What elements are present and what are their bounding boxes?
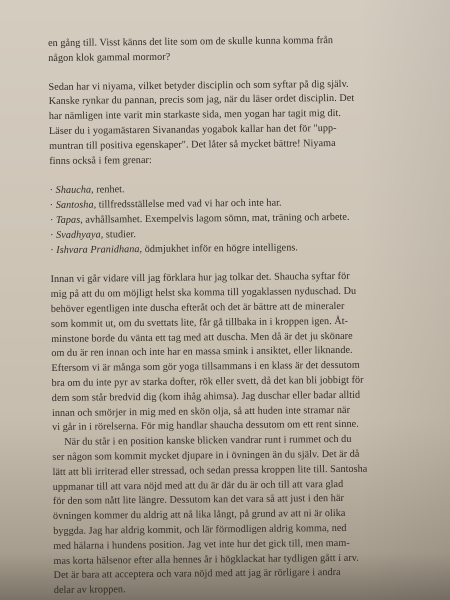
- text-line: lätt att bli irriterad eller stressad, och sedan pressa kroppen lite till. Santosha: [52, 463, 368, 478]
- text-line: någon klok gammal mormor?: [48, 51, 171, 64]
- text-line: minstone borde du vänta ett tag med att duscha. Men då är det ju skönare: [51, 330, 353, 345]
- list-desc: , studier.: [100, 228, 137, 241]
- text-line: uppmanar till att vara nöjd med att du är där du är och till att vara glad: [52, 478, 344, 493]
- text-line: Det är bara att acceptera och vara nöjd med att jag är rörligare i andra: [53, 567, 341, 582]
- list-term: Tapas: [55, 214, 81, 226]
- text-line: Innan vi går vidare vill jag förklara hur jag tolkar det. Shaucha syftar för: [50, 271, 350, 286]
- list-desc: , avhållsamhet. Exempelvis lagom sömn, mat, träning och arbete.: [80, 211, 350, 226]
- text-line: en gång till. Visst känns det lite som om de skulle kunna komma från: [48, 35, 334, 49]
- text-line: övningen kommer du aldrig att nå lika långt, på grund av att ni är olika: [52, 508, 346, 523]
- text-line: delar av kroppen.: [53, 584, 126, 597]
- list-desc: , tillfredsställelse med vad vi har och inte har.: [93, 197, 282, 211]
- text-line: mig på att du om möjligt helst ska komma till yogaklassen nyduschad. Du: [50, 285, 357, 301]
- text-column: [48, 33, 422, 599]
- text-line: behöver egentligen inte duscha efteråt och det är bättre att de mineraler: [50, 300, 345, 315]
- text-line: vi går in i rörelserna. För mig handlar shaucha dessutom om ett rent sinne.: [52, 419, 359, 434]
- list-item: · Tapas, avhållsamhet. Exempelvis lagom sömn, mat, träning och arbete.: [49, 211, 350, 226]
- list-term: Santosha: [55, 199, 94, 212]
- text-line: om du är ren innan och inte har en massa smink i ansiktet, eller liknande.: [51, 345, 353, 360]
- text-line: Kanske rynkar du pannan, precis som jag, när du läser ordet disciplin. Det: [48, 93, 355, 108]
- text-line: byggda. Jag har aldrig kommit, och lär förmodligen aldrig komma, ned: [53, 522, 347, 537]
- paragraph-niyama: [48, 77, 417, 170]
- niyama-list: [50, 181, 419, 259]
- text-line: Läser du i yogamästaren Sivanandas yogabok kallar han det för "upp-: [48, 122, 337, 137]
- paragraph-santosha: [52, 432, 422, 599]
- text-line: mas korta hälsenor efter alla hennes år i högklackat har tydligen gått i arv.: [53, 552, 359, 567]
- list-desc: , renhet.: [91, 184, 125, 196]
- text-line: som kommit ut, om du svettats lite, får gå tillbaka in i kroppen igen. Åt-: [50, 315, 349, 330]
- text-line: När du står i en position kanske blicken vandrar runt i rummet och du: [64, 433, 352, 448]
- text-line: finns också i fem grenar:: [49, 154, 152, 167]
- list-term: Shaucha: [55, 184, 92, 197]
- list-term: Svadhyaya: [56, 229, 101, 241]
- list-item: · Svadhyaya, studier.: [50, 228, 137, 241]
- list-item: · Ishvara Pranidhana, ödmjukhet inför en högre intelligens.: [50, 241, 298, 256]
- text-line: innan och smörjer in mig med en skön olja, så att huden inte stramar när: [51, 404, 351, 419]
- text-line: Sedan har vi niyama, vilket betyder disciplin och som syftar på dig själv.: [48, 78, 349, 93]
- paragraph-shaucha: [50, 269, 420, 436]
- list-term: Ishvara Pranidhana: [56, 243, 140, 256]
- text-line: dem som står bredvid dig (kom ihåg ahimsa). Jag duschar eller badar alltid: [51, 389, 361, 404]
- list-item: · Shaucha, renhet.: [49, 184, 125, 197]
- list-desc: , ödmjukhet inför en högre intelligens.: [139, 241, 298, 255]
- text-line: med hälarna i hundens position. Jag vet inte hur det gick till, men mam-: [53, 537, 350, 552]
- text-line: för den som nått lite längre. Dessutom kan det vara så att just i den här: [52, 493, 345, 508]
- text-line: har nämligen inte varit min starkaste sida, men yogan har tagit mig dit.: [48, 108, 342, 123]
- text-line: ser någon som kommit mycket djupare in i övningen än du själv. Det är då: [52, 448, 360, 463]
- text-line: bra om du inte pyr av starka dofter, rök eller svett, då det kan bli jobbigt för: [51, 374, 364, 389]
- list-item: · Santosha, tillfredsställelse med vad vi har och inte har.: [49, 197, 282, 212]
- text-line: muntran till positiva egenskaper". Det låter så mycket bättre! Niyama: [49, 137, 336, 152]
- paragraph-intro-end: [48, 33, 416, 66]
- text-line: Eftersom vi är många som gör yoga tillsammans i en klass är det dessutom: [51, 359, 360, 375]
